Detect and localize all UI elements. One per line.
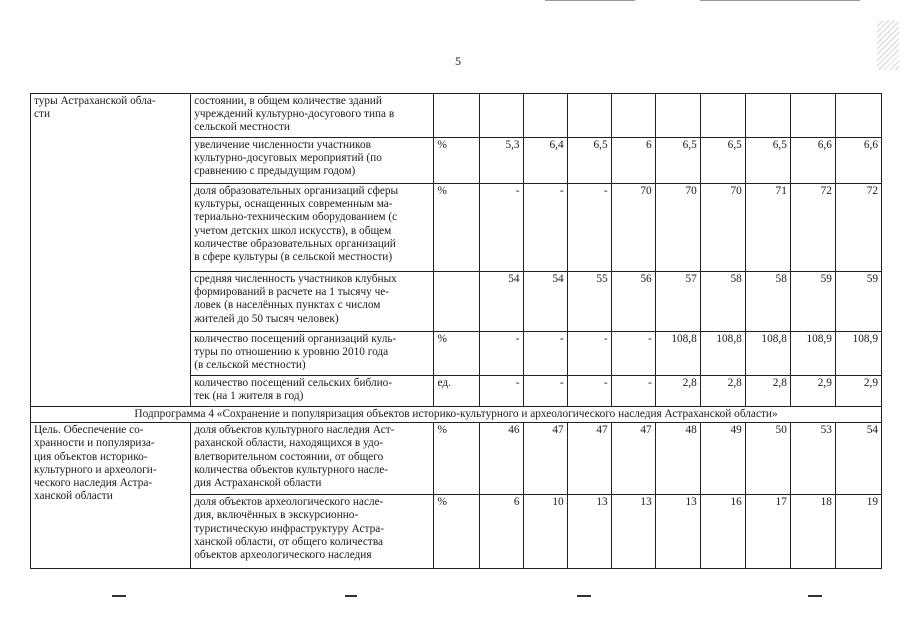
value-cell: 13 — [567, 495, 611, 569]
value-cell: 16 — [700, 495, 745, 569]
unit-cell — [434, 272, 479, 332]
value-cell: 13 — [655, 495, 700, 569]
value-cell: 108,9 — [790, 332, 835, 376]
value-cell: 6 — [479, 495, 523, 569]
value-cell: 108,8 — [745, 332, 790, 376]
unit-cell: % — [434, 138, 479, 184]
indicator-cell: доля образовательных организаций сферы культуры, оснащенных современным ма- териально-техническим оборудованием (с учетом детских школ искусств), в общем количестве образовательных организаций в сфере культуры (в сельской местности) — [191, 184, 434, 272]
indicator-cell: средняя численность участников клубных формирований в расчете на 1 тысячу че- ловек (в населённых пунктах с числом жителей до 50 тысяч человек) — [191, 272, 434, 332]
value-cell — [655, 94, 700, 138]
footer-mark — [577, 595, 591, 597]
value-cell: 108,9 — [835, 332, 881, 376]
value-cell: 48 — [655, 423, 700, 495]
value-cell — [479, 94, 523, 138]
value-cell: - — [479, 184, 523, 272]
scan-top-line — [545, 0, 635, 1]
indicator-cell: количество посещений сельских библио- тек (на 1 жителя в год) — [191, 376, 434, 407]
scan-stamp-mark — [877, 20, 899, 70]
subprogram-row — [31, 407, 882, 423]
value-cell: 54 — [523, 272, 567, 332]
indicator-cell: состоянии, в общем количестве зданий учреждений культурно-досугового типа в сельской местности — [191, 94, 434, 138]
value-cell: 57 — [655, 272, 700, 332]
value-cell: 47 — [567, 423, 611, 495]
value-cell: 58 — [745, 272, 790, 332]
value-cell: 19 — [835, 495, 881, 569]
value-cell: 53 — [790, 423, 835, 495]
table-row — [31, 423, 882, 495]
value-cell: - — [479, 332, 523, 376]
subprogram-title: Подпрограмма 4 «Сохранение и популяризация объектов историко-культурного и археологического наследия Астраханской области» — [31, 407, 882, 423]
table-row — [31, 94, 882, 138]
value-cell: 2,8 — [655, 376, 700, 407]
goal-cell: Цель. Обеспечение со- хранности и популяриза- ция объектов историко- культурного и археологи- ческого наследия Астра- ханской области — [31, 423, 191, 569]
value-cell: 2,9 — [835, 376, 881, 407]
value-cell: 49 — [700, 423, 745, 495]
value-cell: 72 — [835, 184, 881, 272]
value-cell: 47 — [523, 423, 567, 495]
value-cell: 2,8 — [745, 376, 790, 407]
value-cell: 70 — [700, 184, 745, 272]
page-number: 5 — [455, 54, 461, 68]
indicator-cell: доля объектов культурного наследия Аст- раханской области, находящихся в удо- влетворительном состоянии, от общего количества объектов культурного насле- дия Астраханской области — [191, 423, 434, 495]
indicators-table — [30, 93, 882, 569]
value-cell: 6,5 — [700, 138, 745, 184]
indicator-cell: доля объектов археологического насле- дия, включённых в экскурсионно- туристическую инфраструктуру Астра- ханской области, от общего количества объектов археологического наследия — [191, 495, 434, 569]
unit-cell: % — [434, 184, 479, 272]
value-cell: - — [611, 376, 655, 407]
value-cell — [835, 94, 881, 138]
value-cell: - — [479, 376, 523, 407]
unit-cell: ед. — [434, 376, 479, 407]
value-cell: 6,6 — [790, 138, 835, 184]
value-cell: 5,3 — [479, 138, 523, 184]
footer-mark — [808, 595, 822, 597]
value-cell: 59 — [790, 272, 835, 332]
value-cell: 59 — [835, 272, 881, 332]
unit-cell: % — [434, 423, 479, 495]
value-cell: 70 — [655, 184, 700, 272]
value-cell: - — [523, 332, 567, 376]
value-cell: 50 — [745, 423, 790, 495]
value-cell: - — [523, 376, 567, 407]
indicator-cell: увеличение численности участников культурно-досуговых мероприятий (по сравнению с предыдущим годом) — [191, 138, 434, 184]
value-cell: 10 — [523, 495, 567, 569]
value-cell: 6,5 — [655, 138, 700, 184]
scan-top-line — [700, 0, 860, 1]
value-cell: 2,9 — [790, 376, 835, 407]
value-cell: 6,5 — [567, 138, 611, 184]
unit-cell: % — [434, 495, 479, 569]
value-cell: 47 — [611, 423, 655, 495]
value-cell: 2,8 — [700, 376, 745, 407]
value-cell: 6,5 — [745, 138, 790, 184]
value-cell — [611, 94, 655, 138]
value-cell — [745, 94, 790, 138]
indicator-cell: количество посещений организаций куль- туры по отношению к уровню 2010 года (в сельской местности) — [191, 332, 434, 376]
value-cell: 56 — [611, 272, 655, 332]
value-cell: 70 — [611, 184, 655, 272]
value-cell: - — [567, 332, 611, 376]
value-cell: 6,4 — [523, 138, 567, 184]
unit-cell: % — [434, 332, 479, 376]
value-cell: - — [611, 332, 655, 376]
footer-mark — [112, 595, 126, 597]
value-cell: - — [523, 184, 567, 272]
value-cell — [567, 94, 611, 138]
value-cell — [700, 94, 745, 138]
goal-cell: туры Астраханской обла- сти — [31, 94, 191, 407]
value-cell: 108,8 — [700, 332, 745, 376]
unit-cell — [434, 94, 479, 138]
value-cell: 54 — [479, 272, 523, 332]
value-cell: - — [567, 184, 611, 272]
value-cell: 46 — [479, 423, 523, 495]
value-cell: 108,8 — [655, 332, 700, 376]
footer-mark — [345, 595, 357, 597]
value-cell — [523, 94, 567, 138]
value-cell: 18 — [790, 495, 835, 569]
value-cell: 71 — [745, 184, 790, 272]
value-cell — [790, 94, 835, 138]
value-cell: 6,6 — [835, 138, 881, 184]
value-cell: 17 — [745, 495, 790, 569]
value-cell: - — [567, 376, 611, 407]
value-cell: 55 — [567, 272, 611, 332]
value-cell: 58 — [700, 272, 745, 332]
value-cell: 6 — [611, 138, 655, 184]
value-cell: 54 — [835, 423, 881, 495]
value-cell: 72 — [790, 184, 835, 272]
value-cell: 13 — [611, 495, 655, 569]
